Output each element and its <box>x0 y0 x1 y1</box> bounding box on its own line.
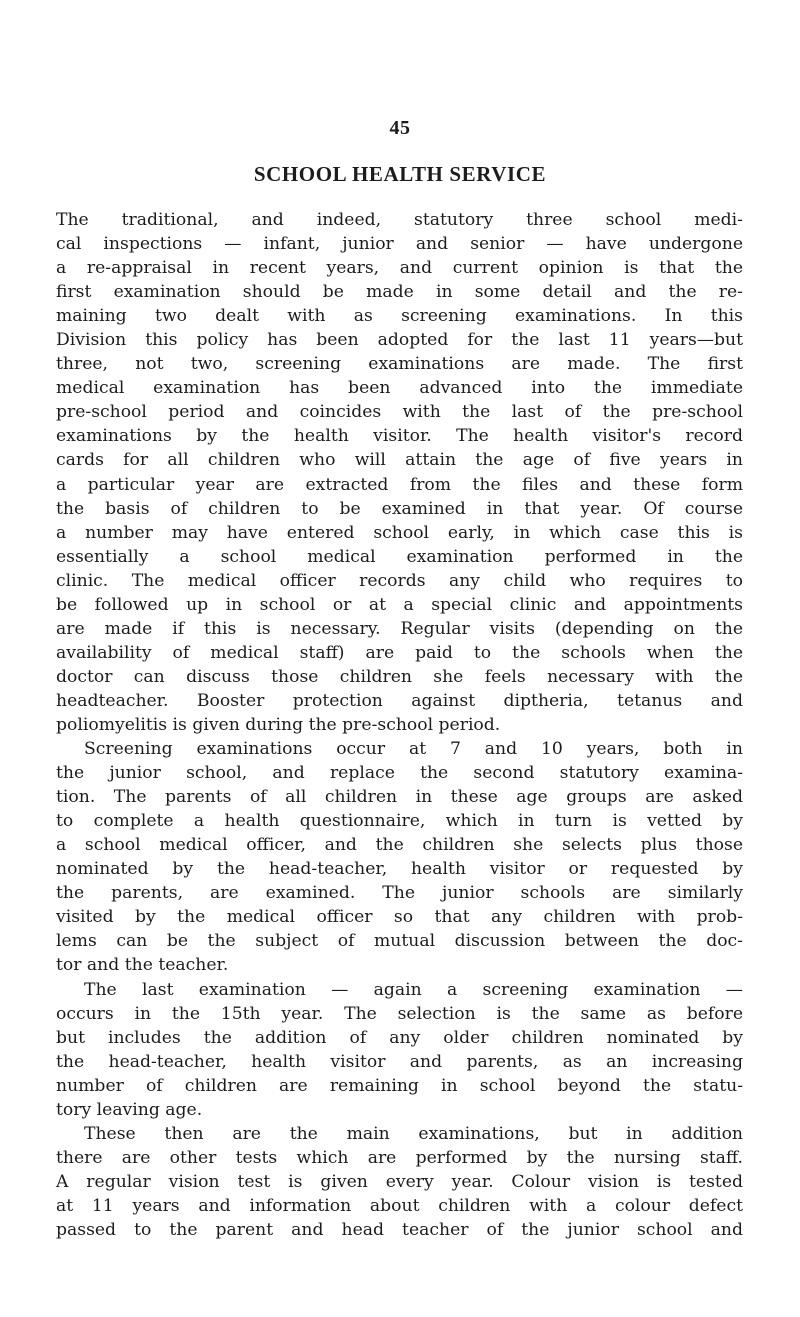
page-number: 45 <box>389 117 411 139</box>
text-line: A regular vision test is given every year. Colour vision is tested <box>56 1171 743 1192</box>
text-line: The traditional, and indeed, statutory three school medi- <box>56 210 743 230</box>
text-line: are made if this is necessary. Regular visits (depending on the <box>56 618 743 639</box>
text-line: passed to the parent and head teacher of the junior school and <box>56 1219 743 1240</box>
text-line: essentially a school medical examination performed in the <box>56 546 743 567</box>
text-line: a number may have entered school early, in which case this is <box>56 522 743 543</box>
text-line: three, not two, screening examinations are made. The first <box>56 354 743 375</box>
text-line: tion. The parents of all children in these age groups are asked <box>56 787 743 808</box>
text-line: maining two dealt with as screening examinations. In this <box>56 306 743 327</box>
text-line: the junior school, and replace the second statutory examina- <box>56 763 743 784</box>
text-line: visited by the medical officer so that any children with prob- <box>56 907 743 928</box>
page-title: SCHOOL HEALTH SERVICE <box>253 162 547 186</box>
text-line: lems can be the subject of mutual discussion between the doc- <box>56 931 743 952</box>
text-line: These then are the main examinations, but in addition <box>84 1123 743 1144</box>
text-line: there are other tests which are performed by the nursing staff. <box>56 1147 743 1168</box>
text-line: at 11 years and information about children with a colour defect <box>56 1195 743 1216</box>
paragraph <box>56 978 743 1122</box>
paragraph <box>56 1122 743 1242</box>
text-line: examinations by the health visitor. The health visitor's record <box>56 426 743 447</box>
text-line: cal inspections — infant, junior and senior — have undergone <box>56 234 743 255</box>
text-line: availability of medical staff) are paid to the schools when the <box>56 642 743 663</box>
text-line: headteacher. Booster protection against diptheria, tetanus and <box>56 690 743 711</box>
text-line: The last examination — again a screening examination — <box>84 979 743 1000</box>
text-line: be followed up in school or at a special clinic and appointments <box>56 594 743 615</box>
text-line: number of children are remaining in school beyond the statu- <box>56 1075 743 1096</box>
text-line: the parents, are examined. The junior schools are similarly <box>56 883 743 904</box>
text-line: the head-teacher, health visitor and parents, as an increasing <box>56 1051 743 1072</box>
paragraph <box>56 737 743 977</box>
text-line: clinic. The medical officer records any child who requires to <box>56 570 743 591</box>
text-line: tory leaving age. <box>56 1099 203 1120</box>
text-line: a school medical officer, and the children she selects plus those <box>56 835 743 856</box>
text-line: first examination should be made in some detail and the re- <box>56 282 743 303</box>
text-line: doctor can discuss those children she feels necessary with the <box>56 666 743 687</box>
text-line: medical examination has been advanced into the immediate <box>56 378 743 399</box>
text-line: Division this policy has been adopted for the last 11 years—but <box>56 330 743 351</box>
text-line: cards for all children who will attain the age of five years in <box>56 450 743 471</box>
text-line: nominated by the head-teacher, health visitor or requested by <box>56 859 743 880</box>
text-line: the basis of children to be examined in that year. Of course <box>56 498 743 519</box>
text-line: Screening examinations occur at 7 and 10 years, both in <box>84 739 743 760</box>
text-line: tor and the teacher. <box>56 955 229 976</box>
text-line: pre-school period and coincides with the last of the pre-school <box>56 402 743 423</box>
text-line: to complete a health questionnaire, which in turn is vetted by <box>56 811 743 832</box>
text-line: poliomyelitis is given during the pre-school period. <box>56 714 501 735</box>
text-line: a particular year are extracted from the files and these form <box>56 474 743 495</box>
paragraph <box>56 208 743 737</box>
document-body <box>56 208 743 1242</box>
text-line: occurs in the 15th year. The selection is the same as before <box>56 1003 743 1024</box>
text-line: but includes the addition of any older children nominated by <box>56 1027 743 1048</box>
text-line: a re-appraisal in recent years, and current opinion is that the <box>56 258 743 279</box>
